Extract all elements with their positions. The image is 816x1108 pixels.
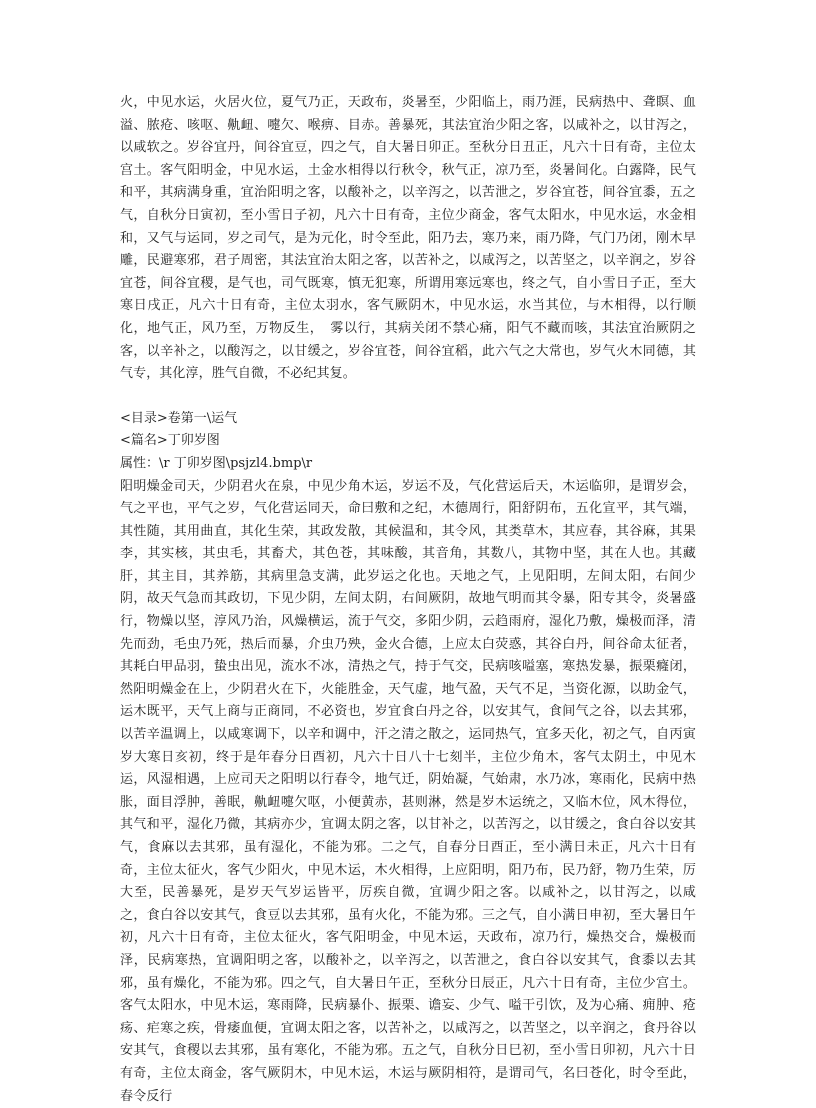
text-block-dingmao-year: 阳明燥金司天，少阴君火在泉，中见少角木运，岁运不及，气化营运后天，木运临卯，是谓岁会，气之平也，平气之岁，气化营运同天，命曰敷和之纪，木德周行，阳舒阴布，五化宣平，其气端，其性随，其用曲直，其化生荣，其政发散，其候温和，其令风，其类草木，其应春，其谷麻，其果李，其实核，其虫毛，其畜犬，其色苍，其味酸，其音角，其数八，其物中坚，其在人也。其藏肝，其主目，其养筋，其病里急支满，此岁运之化也。天地之气，上见阳明，左间太阳，右间少阴，故天气急而其政切，下见少阴，左间太阴，右间厥阴，故地气明而其令暴，阳专其令，炎暑盛行，物燥以坚，淳风乃治，风燥横运，流于气交，多阳少阴，云趋雨府，湿化乃敷，燥极而泽，清先而劲，毛虫乃死，热后而暴，介虫乃殃，金火合德，上应太白荧惑，其谷白丹，间谷命太征者，其耗白甲品羽，蛰虫出见，流水不冰，清热之气，持于气交，民病咳嗌塞，寒热发暴，振栗癃闭，然阳明燥金在上，少阴君火在下，火能胜金，天气虚，地气盈，天气不足，当资化源，以助金气，运木既平，天气上商与正商同，不必资也，岁宜食白丹之谷，以安其气，食间气之谷，以去其邪，以苦辛温调上，以咸寒调下，以辛和调中，汗之清之散之，运同热气，宜多天化，初之气，自丙寅岁大寒日亥初，终于是年春分日酉初，凡六十日八十七刻半，主位少角木，客气太阴土，中见木运，风湿相遇，上应司天之阳明以行春令，地气迁，阴始凝，气始肃，水乃冰，寒雨化，民病中热胀，面目浮肿，善眠，鼽衄嚏欠呕，小便黄赤，甚则淋，然是岁木运统之，又临木位，风木得位，其气和平，湿化乃微，其病亦少，宜调太阴之客，以甘补之，以苦泻之，以甘缓之，食白谷以安其气，食麻以去其邪，虽有湿化，不能为邪。二之气，自春分日酉正，至小满日未正，凡六十日有奇，主位太征火，客气少阳火，中见木运，木火相得，上应阳明，阳乃布，民乃舒，物乃生荣，厉大至，民善暴死，是岁天气岁运皆平，厉疾自微，宜调少阳之客。以咸补之，以甘泻之，以咸 之，食白谷以安其气，食豆以去其邪，虽有火化，不能为邪。三之气，自小满日申初，至大暑日午初，凡六十日有奇，主位太征火，客气阳明金，中见木运，天政布，凉乃行，燥热交合，燥极而泽，民病寒热，宜调阳明之客，以酸补之，以辛泻之，以苦泄之，食白谷以安其气，食黍以去其邪，虽有燥化，不能为邪。四之气，自大暑日午正，至秋分日辰正，凡六十日有奇，主位少宫土。客气太阳水，中见木运，寒雨降，民病暴仆、振栗、谵妄、少气、嗌干引饮，及为心痛、痈肿、疮疡、疟寒之疾，骨痿血便，宜调太阳之客，以苦补之，以咸泻之，以苦坚之，以辛润之，食丹谷以安其气，食稷以去其邪，虽有寒化，不能为邪。五之气，自秋分日巳初，至小雪日卯初，凡六十日有奇，主位太商金，客气厥阴木，中见木运，木运与厥阴相符，是谓司气，名曰苍化，时令至此，春令反行 <box>120 476 696 1108</box>
paragraph-gap <box>120 386 696 408</box>
title-line: <篇名>丁卯岁图 <box>120 430 696 453</box>
attribute-line: 属性：\r 丁卯岁图\psjzl4.bmp\r <box>120 453 696 476</box>
toc-line: <目录>卷第一\运气 <box>120 408 696 431</box>
document-page <box>120 92 696 1108</box>
text-block-six-qi-ending: 火，中见水运，火居火位，夏气乃正，天政布，炎暑至，少阳临上，雨乃涯，民病热中、聋瞑、血溢、脓疮、咳呕、鼽衄、嚏欠、喉痹、目赤。善暴死，其法宜治少阳之客，以咸补之，以甘泻之，以咸软之。岁谷宜丹，间谷宜豆，四之气，自大暑日卯正。至秋分日丑正，凡六十日有奇，主位太宫土。客气阳明金，中见水运，土金水相得以行秋令，秋气正，凉乃至，炎暑间化。白露降，民气和平，其病满身重，宜治阳明之客，以酸补之，以辛泻之，以苦泄之，岁谷宜苍，间谷宜黍，五之气，自秋分日寅初，至小雪日子初，凡六十日有奇，主位少商金，客气太阳水，中见水运，水金相和，又气与运同，岁之司气，是为元化，时令至此，阳乃去，寒乃来，雨乃降，气门乃闭，刚木早雕，民避寒邪，君子周密，其法宜治太阳之客，以苦补之，以咸泻之，以苦坚之，以辛润之，岁谷宜苍，间谷宜稷，是气也，司气既寒，慎无犯寒，所谓用寒远寒也，终之气，自小雪日子正，至大寒日戌正，凡六十日有奇，主位太羽水，客气厥阴木，中见水运，水当其位，与木相得，以行顺化，地气正，风乃至，万物反生， 雾以行，其病关闭不禁心痛，阳气不藏而咳，其法宜治厥阴之客，以辛补之，以酸泻之，以甘缓之，岁谷宜苍，间谷宜稻，此六气之大常也，岁气火木同德，其气专，其化淳，胜气自微，不必纪其复。 <box>120 92 696 386</box>
